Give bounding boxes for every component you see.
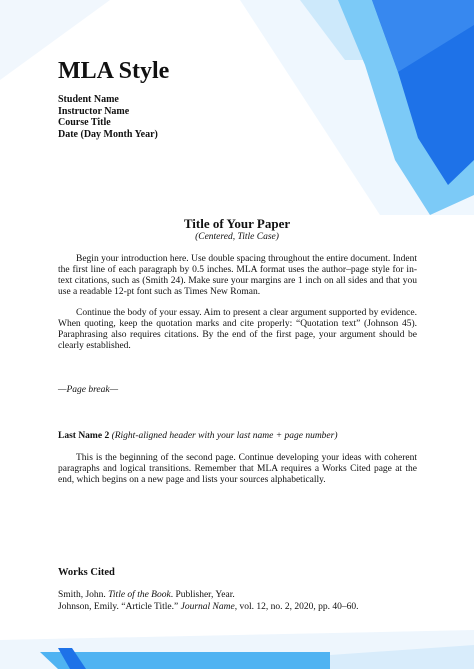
- entry-details: , vol. 12, no. 2, 2020, pp. 40–60.: [234, 602, 359, 612]
- entry-author: Smith, John.: [58, 590, 109, 600]
- student-name: Student Name: [58, 94, 119, 105]
- works-cited-entry: [58, 601, 358, 613]
- page-break-marker: —Page break—: [58, 385, 119, 395]
- header-note: (Right-aligned header with your last name + page number): [111, 431, 338, 441]
- instructor-name: Instructor Name: [58, 105, 130, 117]
- course-title: Course Title: [58, 117, 111, 128]
- entry-author: Johnson, Emily. “Article Title.”: [58, 602, 181, 612]
- running-header: [58, 431, 338, 441]
- works-cited-entry: [58, 589, 358, 601]
- works-cited-list: [58, 589, 358, 613]
- paragraph-introduction: Begin your introduction here. Use double spacing throughout the entire document. Indent the first line of each paragraph by 0.5 inches. MLA format uses the author–page style for in-text citations, such as (Smith 24). Make sure your margins are 1 inch on all sides and that you use a readable 12-pt font such as Times New Roman.: [58, 254, 417, 297]
- page-heading: MLA Style: [58, 58, 170, 84]
- paper-title: Title of Your Paper: [183, 216, 291, 231]
- entry-title: Title of the Book: [108, 590, 171, 600]
- paper-subtitle: (Centered, Title Case): [195, 232, 279, 242]
- header-last-name: Last Name 2: [58, 431, 110, 441]
- paragraph-second-page: This is the beginning of the second page. Continue developing your ideas with coherent paragraphs and logical transitions. Remember that MLA requires a Works Cited page at the end, which begins on a new page and lists your sources alphabetically.: [58, 453, 417, 485]
- date-line: Date (Day Month Year): [58, 128, 158, 140]
- student-info-block: [58, 94, 158, 140]
- entry-journal: Journal Name: [180, 602, 235, 612]
- paragraph-body: Continue the body of your essay. Aim to present a clear argument supported by evidence. When quoting, keep the quotation marks and cite properly: “Quotation text” (Johnson 45). Paraphrasing also requires citations. By the end of the first page, your argument should be clearly established.: [58, 308, 417, 351]
- works-cited-title: Works Cited: [58, 567, 115, 578]
- entry-publisher: . Publisher, Year.: [170, 590, 235, 600]
